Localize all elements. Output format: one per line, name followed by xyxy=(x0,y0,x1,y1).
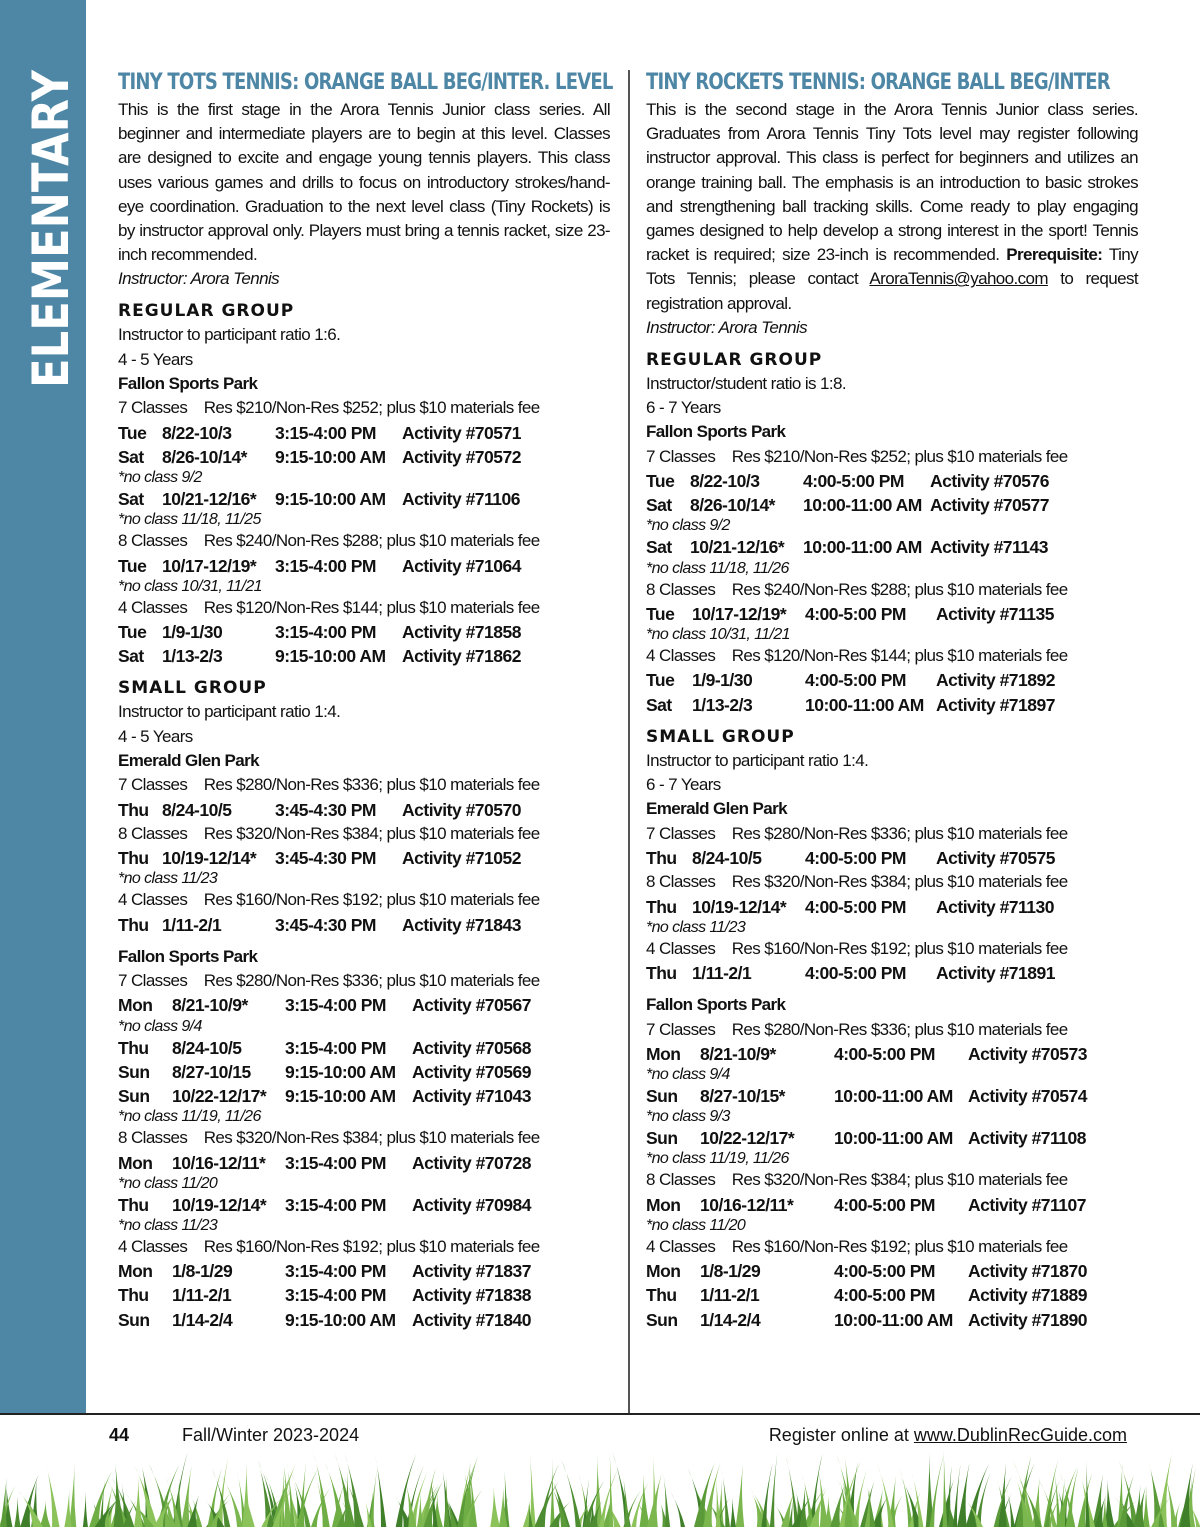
schedule-activity: Activity #71052 xyxy=(402,848,521,869)
schedule-time: 4:00-5:00 PM xyxy=(805,603,906,624)
schedule-activity: Activity #71862 xyxy=(402,646,521,667)
schedule-dates: 1/11-2/1 xyxy=(692,963,752,984)
schedule-time: 10:00-11:00 AM xyxy=(834,1309,953,1330)
schedule-time: 9:15-10:00 AM xyxy=(285,1086,396,1107)
group-ages: 4 - 5 Years xyxy=(118,349,193,369)
schedule-dates: 8/24-10/5 xyxy=(172,1037,242,1058)
pricing-line: 7 Classes Res $210/Non-Res $252; plus $10 materials fee xyxy=(646,446,1068,466)
grass-blade xyxy=(370,1470,377,1527)
pricing-line: 7 Classes Res $280/Non-Res $336; plus $10 materials fee xyxy=(646,1019,1068,1039)
schedule-day: Sun xyxy=(646,1128,678,1149)
grass-blade xyxy=(1056,1467,1077,1527)
schedule-note: *no class 11/23 xyxy=(646,918,746,936)
schedule-dates: 1/9-1/30 xyxy=(162,622,223,643)
schedule-day: Tue xyxy=(118,422,147,443)
schedule-row xyxy=(646,1283,1138,1307)
schedule-dates: 10/19-12/14* xyxy=(692,896,787,917)
schedule-time: 3:15-4:00 PM xyxy=(285,1285,386,1306)
schedule-row xyxy=(118,1084,610,1108)
schedule-note: *no class 11/18, 11/25 xyxy=(118,511,261,529)
right-groups xyxy=(646,349,1138,1332)
schedule-activity: Activity #70574 xyxy=(968,1086,1087,1107)
schedule-time: 4:00-5:00 PM xyxy=(834,1285,935,1306)
pricing-line: 4 Classes Res $120/Non-Res $144; plus $10 materials fee xyxy=(646,646,1068,666)
grass-blade xyxy=(40,1500,51,1527)
right-description xyxy=(646,98,1138,316)
grass-blade xyxy=(1143,1485,1150,1527)
schedule-dates: 1/8-1/29 xyxy=(700,1261,761,1282)
location-name: Fallon Sports Park xyxy=(118,946,258,966)
schedule-note: *no class 11/20 xyxy=(646,1216,746,1234)
pricing-line: 7 Classes Res $280/Non-Res $336; plus $10 materials fee xyxy=(118,775,540,795)
schedule-time: 3:45-4:30 PM xyxy=(275,799,376,820)
schedule-day: Mon xyxy=(646,1261,681,1282)
schedule-activity: Activity #71838 xyxy=(412,1285,531,1306)
schedule-row xyxy=(646,895,1138,919)
schedule-activity: Activity #70576 xyxy=(930,471,1049,492)
location-name: Emerald Glen Park xyxy=(118,751,259,771)
schedule-activity: Activity #70570 xyxy=(402,799,521,820)
pricing-line: 8 Classes Res $320/Non-Res $384; plus $10 materials fee xyxy=(646,1170,1068,1190)
schedule-note: *no class 11/20 xyxy=(118,1174,218,1192)
schedule-time: 4:00-5:00 PM xyxy=(803,471,904,492)
grass-blade xyxy=(14,1495,20,1527)
schedule-time: 9:15-10:00 AM xyxy=(285,1061,396,1082)
schedule-activity: Activity #70572 xyxy=(402,446,521,467)
group-ages: 4 - 5 Years xyxy=(118,726,193,746)
pricing-line: 8 Classes Res $320/Non-Res $384; plus $10 materials fee xyxy=(118,823,540,843)
schedule-row xyxy=(646,535,1138,559)
schedule-day: Thu xyxy=(646,896,677,917)
schedule-activity: Activity #71892 xyxy=(936,670,1055,691)
schedule-day: Mon xyxy=(118,1152,153,1173)
schedule-time: 4:00-5:00 PM xyxy=(805,848,906,869)
schedule-row xyxy=(118,644,610,668)
email-link[interactable]: AroraTennis@yahoo.com xyxy=(869,269,1048,289)
schedule-note: *no class 9/2 xyxy=(646,517,730,535)
schedule-row xyxy=(646,469,1138,493)
schedule-time: 4:00-5:00 PM xyxy=(834,1194,935,1215)
schedule-row xyxy=(118,846,610,870)
grass-blade xyxy=(900,1468,914,1527)
group-heading: SMALL GROUP xyxy=(646,726,795,747)
schedule-day: Sun xyxy=(646,1309,678,1330)
schedule-dates: 8/26-10/14* xyxy=(690,495,775,516)
schedule-time: 3:15-4:00 PM xyxy=(275,622,376,643)
schedule-row xyxy=(118,554,610,578)
schedule-activity: Activity #71870 xyxy=(968,1261,1087,1282)
schedule-day: Sat xyxy=(118,489,144,510)
location-name: Fallon Sports Park xyxy=(118,374,258,394)
schedule-dates: 8/27-10/15* xyxy=(700,1086,785,1107)
schedule-activity: Activity #70575 xyxy=(936,848,1055,869)
schedule-day: Mon xyxy=(646,1043,681,1064)
schedule-row xyxy=(646,1126,1138,1150)
schedule-day: Thu xyxy=(118,1285,149,1306)
schedule-time: 3:45-4:30 PM xyxy=(275,914,376,935)
schedule-activity: Activity #70577 xyxy=(930,495,1049,516)
schedule-dates: 1/13-2/3 xyxy=(162,646,223,667)
schedule-day: Thu xyxy=(646,848,677,869)
schedule-dates: 8/22-10/3 xyxy=(690,471,760,492)
right-description-part2: Tiny Tots Tennis; please contact xyxy=(646,245,1139,289)
schedule-activity: Activity #70728 xyxy=(412,1152,531,1173)
schedule-activity: Activity #71130 xyxy=(936,896,1055,917)
grass-blade xyxy=(770,1453,777,1527)
grass-blade xyxy=(134,1477,143,1527)
group-ages: 6 - 7 Years xyxy=(646,398,721,418)
schedule-dates: 8/24-10/5 xyxy=(692,848,762,869)
grass-blade xyxy=(45,1462,59,1527)
pricing-line: 4 Classes Res $160/Non-Res $192; plus $10 materials fee xyxy=(118,890,540,910)
schedule-note: *no class 9/4 xyxy=(646,1066,730,1084)
schedule-activity: Activity #71837 xyxy=(412,1261,531,1282)
schedule-day: Sat xyxy=(118,646,144,667)
schedule-activity: Activity #71143 xyxy=(930,537,1049,558)
footer-rule xyxy=(0,1413,1200,1415)
grass-blade xyxy=(490,1486,500,1527)
schedule-row xyxy=(646,846,1138,870)
schedule-activity: Activity #71108 xyxy=(968,1128,1087,1149)
schedule-time: 3:15-4:00 PM xyxy=(285,1194,386,1215)
group-ratio: Instructor/student ratio is 1:8. xyxy=(646,373,847,393)
schedule-row xyxy=(118,445,610,469)
schedule-row xyxy=(118,1060,610,1084)
location-name: Fallon Sports Park xyxy=(646,422,786,442)
schedule-dates: 10/22-12/17* xyxy=(700,1128,795,1149)
schedule-dates: 1/14-2/4 xyxy=(700,1309,761,1330)
schedule-row xyxy=(118,993,610,1017)
schedule-activity: Activity #71891 xyxy=(936,963,1055,984)
schedule-activity: Activity #71135 xyxy=(936,603,1055,624)
schedule-time: 10:00-11:00 AM xyxy=(803,495,922,516)
schedule-dates: 10/17-12/19* xyxy=(162,555,257,576)
schedule-time: 10:00-11:00 AM xyxy=(805,694,924,715)
schedule-note: *no class 10/31, 11/21 xyxy=(646,626,790,644)
grass-blade xyxy=(550,1457,555,1527)
grass-blade xyxy=(64,1489,71,1527)
right-column xyxy=(646,68,1138,1332)
group-ages: 6 - 7 Years xyxy=(646,775,721,795)
schedule-day: Thu xyxy=(118,1037,149,1058)
schedule-dates: 1/11-2/1 xyxy=(162,914,222,935)
schedule-day: Sat xyxy=(646,537,672,558)
schedule-row xyxy=(646,1308,1138,1332)
schedule-dates: 1/9-1/30 xyxy=(692,670,753,691)
schedule-row xyxy=(118,798,610,822)
grass-blade xyxy=(957,1462,969,1527)
schedule-time: 4:00-5:00 PM xyxy=(834,1261,935,1282)
schedule-time: 4:00-5:00 PM xyxy=(805,896,906,917)
schedule-note: *no class 9/4 xyxy=(118,1017,202,1035)
grass-blade xyxy=(444,1474,450,1527)
schedule-activity: Activity #71889 xyxy=(968,1285,1087,1306)
right-description-part1: This is the second stage in the Arora Tennis Junior class series. Graduates from Arora Tennis Tiny Tots level may register following instructor approval. This class is perfect for beginners and utilizes an orange training ball. The emphasis is an introduction to basic strokes and strengthening ball tracking skills. Come ready to play engaging games designed to help develop a strong interest in the sport! Tennis racket is required; size 23-inch is recommended. xyxy=(646,100,1138,265)
schedule-note: *no class 11/19, 11/26 xyxy=(118,1108,261,1126)
group-heading: SMALL GROUP xyxy=(118,678,267,699)
schedule-activity: Activity #71890 xyxy=(968,1309,1087,1330)
schedule-time: 10:00-11:00 AM xyxy=(803,537,922,558)
schedule-time: 10:00-11:00 AM xyxy=(834,1086,953,1107)
schedule-day: Mon xyxy=(646,1194,681,1215)
schedule-activity: Activity #70569 xyxy=(412,1061,531,1082)
schedule-time: 9:15-10:00 AM xyxy=(275,646,386,667)
grass-decoration xyxy=(0,1450,1200,1527)
schedule-time: 9:15-10:00 AM xyxy=(275,489,386,510)
schedule-row xyxy=(646,1193,1138,1217)
schedule-dates: 10/16-12/11* xyxy=(700,1194,794,1215)
pricing-line: 7 Classes Res $280/Non-Res $336; plus $10 materials fee xyxy=(118,971,540,991)
schedule-time: 4:00-5:00 PM xyxy=(834,1043,935,1064)
schedule-dates: 8/27-10/15 xyxy=(172,1061,251,1082)
schedule-activity: Activity #70571 xyxy=(402,422,521,443)
schedule-time: 10:00-11:00 AM xyxy=(834,1128,953,1149)
right-instructor: Instructor: Arora Tennis xyxy=(646,317,808,337)
schedule-dates: 10/22-12/17* xyxy=(172,1086,267,1107)
schedule-time: 4:00-5:00 PM xyxy=(805,670,906,691)
right-description-part3: to request registration approval. xyxy=(646,269,1138,313)
register-link[interactable]: www.DublinRecGuide.com xyxy=(913,1425,1127,1445)
schedule-time: 4:00-5:00 PM xyxy=(805,963,906,984)
schedule-time: 3:15-4:00 PM xyxy=(285,995,386,1016)
schedule-note: *no class 11/23 xyxy=(118,1216,218,1234)
schedule-time: 9:15-10:00 AM xyxy=(285,1309,396,1330)
schedule-activity: Activity #71843 xyxy=(402,914,521,935)
schedule-row xyxy=(118,1151,610,1175)
schedule-row xyxy=(118,421,610,445)
schedule-activity: Activity #71858 xyxy=(402,622,521,643)
grass-blade xyxy=(640,1473,650,1527)
grass-blade xyxy=(181,1465,192,1527)
schedule-note: *no class 10/31, 11/21 xyxy=(118,577,262,595)
register-prefix: Register online at xyxy=(768,1425,914,1445)
left-column xyxy=(118,68,613,1332)
pricing-line: 8 Classes Res $240/Non-Res $288; plus $10 materials fee xyxy=(118,531,540,551)
schedule-dates: 10/21-12/16* xyxy=(162,489,257,510)
schedule-activity: Activity #71064 xyxy=(402,555,521,576)
register-text xyxy=(769,1423,1127,1447)
schedule-day: Tue xyxy=(118,622,147,643)
schedule-day: Sun xyxy=(118,1309,150,1330)
pricing-line: 8 Classes Res $320/Non-Res $384; plus $10 materials fee xyxy=(646,872,1068,892)
schedule-note: *no class 11/18, 11/26 xyxy=(646,559,789,577)
schedule-dates: 8/21-10/9* xyxy=(172,995,248,1016)
schedule-row xyxy=(118,487,610,511)
schedule-dates: 8/21-10/9* xyxy=(700,1043,776,1064)
grass-blade xyxy=(83,1490,88,1527)
location-name: Emerald Glen Park xyxy=(646,799,787,819)
schedule-row xyxy=(646,1042,1138,1066)
schedule-row xyxy=(118,1283,610,1307)
grass-blade xyxy=(730,1496,736,1527)
schedule-activity: Activity #70984 xyxy=(412,1194,531,1215)
pricing-line: 7 Classes Res $280/Non-Res $336; plus $10 materials fee xyxy=(646,823,1068,843)
schedule-day: Tue xyxy=(646,471,675,492)
sidebar-label-svg xyxy=(0,0,86,400)
schedule-row xyxy=(118,1193,610,1217)
schedule-dates: 8/22-10/3 xyxy=(162,422,232,443)
schedule-day: Sun xyxy=(646,1086,678,1107)
pricing-line: 4 Classes Res $160/Non-Res $192; plus $10 materials fee xyxy=(118,1236,540,1256)
pricing-line: 8 Classes Res $240/Non-Res $288; plus $10 materials fee xyxy=(646,579,1068,599)
schedule-day: Mon xyxy=(118,1261,153,1282)
schedule-dates: 10/16-12/11* xyxy=(172,1152,266,1173)
left-description: This is the first stage in the Arora Tennis Junior class series. All beginner and intermediate players are to begin at this level. Classes are designed to excite and engage young tennis players. This class uses various games and drills to focus on introductory strokes/hand-eye coordination. Graduation to the next level class (Tiny Rockets) is by instructor approval only. Players must bring a tennis racket, size 23-inch recommended. xyxy=(118,100,610,265)
schedule-day: Tue xyxy=(646,603,675,624)
schedule-note: *no class 11/19, 11/26 xyxy=(646,1150,789,1168)
left-section-title: TINY TOTS TENNIS: ORANGE BALL BEG/INTER. LEVEL xyxy=(118,70,613,95)
schedule-day: Mon xyxy=(118,995,153,1016)
schedule-day: Sat xyxy=(118,446,144,467)
column-divider xyxy=(628,70,630,1413)
left-instructor: Instructor: Arora Tennis xyxy=(118,269,280,289)
schedule-day: Sun xyxy=(118,1086,150,1107)
pricing-line: 4 Classes Res $160/Non-Res $192; plus $10 materials fee xyxy=(646,1236,1068,1256)
schedule-row xyxy=(646,693,1138,717)
schedule-dates: 10/17-12/19* xyxy=(692,603,787,624)
schedule-activity: Activity #70567 xyxy=(412,995,531,1016)
left-groups xyxy=(118,300,610,1331)
schedule-time: 3:15-4:00 PM xyxy=(275,422,376,443)
schedule-row xyxy=(646,668,1138,692)
schedule-row xyxy=(646,493,1138,517)
schedule-row xyxy=(118,1259,610,1283)
season-label: Fall/Winter 2023-2024 xyxy=(182,1425,360,1445)
schedule-activity: Activity #71106 xyxy=(402,489,521,510)
schedule-dates: 1/8-1/29 xyxy=(172,1261,233,1282)
schedule-activity: Activity #71897 xyxy=(936,694,1055,715)
schedule-row xyxy=(646,602,1138,626)
schedule-dates: 10/19-12/14* xyxy=(162,848,257,869)
schedule-activity: Activity #71043 xyxy=(412,1086,531,1107)
schedule-activity: Activity #70573 xyxy=(968,1043,1087,1064)
schedule-dates: 1/11-2/1 xyxy=(700,1285,760,1306)
group-heading: REGULAR GROUP xyxy=(118,301,295,322)
schedule-day: Thu xyxy=(118,848,149,869)
schedule-time: 3:15-4:00 PM xyxy=(285,1037,386,1058)
schedule-dates: 10/19-12/14* xyxy=(172,1194,267,1215)
schedule-dates: 8/24-10/5 xyxy=(162,799,232,820)
schedule-day: Thu xyxy=(118,1194,149,1215)
grass-blade xyxy=(258,1461,274,1527)
group-ratio: Instructor to participant ratio 1:4. xyxy=(118,702,341,722)
schedule-time: 9:15-10:00 AM xyxy=(275,446,386,467)
schedule-day: Sun xyxy=(118,1061,150,1082)
pricing-line: 8 Classes Res $320/Non-Res $384; plus $10 materials fee xyxy=(118,1128,540,1148)
grass-blade xyxy=(930,1454,944,1527)
schedule-day: Sat xyxy=(646,694,672,715)
schedule-activity: Activity #70568 xyxy=(412,1037,531,1058)
grass-blade xyxy=(736,1463,745,1527)
schedule-day: Thu xyxy=(646,963,677,984)
pricing-line: 4 Classes Res $120/Non-Res $144; plus $10 materials fee xyxy=(118,597,540,617)
schedule-time: 3:45-4:30 PM xyxy=(275,848,376,869)
prerequisite-label: Prerequisite: xyxy=(1006,245,1103,265)
schedule-time: 3:15-4:00 PM xyxy=(285,1261,386,1282)
schedule-note: *no class 9/2 xyxy=(118,469,202,487)
group-ratio: Instructor to participant ratio 1:4. xyxy=(646,750,869,770)
schedule-activity: Activity #71107 xyxy=(968,1194,1087,1215)
pricing-line: 7 Classes Res $210/Non-Res $252; plus $10 materials fee xyxy=(118,398,540,418)
sidebar-band xyxy=(0,0,86,1413)
schedule-row xyxy=(646,961,1138,985)
schedule-time: 3:15-4:00 PM xyxy=(275,555,376,576)
schedule-dates: 1/13-2/3 xyxy=(692,694,753,715)
schedule-note: *no class 11/23 xyxy=(118,870,218,888)
group-ratio: Instructor to participant ratio 1:6. xyxy=(118,325,341,345)
schedule-dates: 10/21-12/16* xyxy=(690,537,785,558)
page-number: 44 xyxy=(109,1425,130,1445)
schedule-day: Sat xyxy=(646,495,672,516)
grass-blade xyxy=(781,1492,794,1527)
schedule-day: Thu xyxy=(118,799,149,820)
schedule-day: Thu xyxy=(646,1285,677,1306)
location-name: Fallon Sports Park xyxy=(646,995,786,1015)
schedule-row xyxy=(646,1259,1138,1283)
schedule-dates: 1/14-2/4 xyxy=(172,1309,233,1330)
sidebar-label: ELEMENTARY xyxy=(22,21,80,388)
schedule-dates: 1/11-2/1 xyxy=(172,1285,232,1306)
schedule-time: 3:15-4:00 PM xyxy=(285,1152,386,1173)
group-heading: REGULAR GROUP xyxy=(646,349,823,370)
schedule-day: Tue xyxy=(118,555,147,576)
grass-blade xyxy=(375,1454,386,1527)
schedule-row xyxy=(118,1036,610,1060)
schedule-row xyxy=(118,620,610,644)
right-section-title: TINY ROCKETS TENNIS: ORANGE BALL BEG/INTER xyxy=(646,70,1110,95)
schedule-note: *no class 9/3 xyxy=(646,1108,730,1126)
schedule-activity: Activity #71840 xyxy=(412,1309,531,1330)
schedule-dates: 8/26-10/14* xyxy=(162,446,247,467)
schedule-day: Thu xyxy=(118,914,149,935)
pricing-line: 4 Classes Res $160/Non-Res $192; plus $10 materials fee xyxy=(646,938,1068,958)
schedule-row xyxy=(118,1308,610,1332)
grass-blade xyxy=(671,1492,685,1527)
schedule-day: Tue xyxy=(646,670,675,691)
schedule-row xyxy=(646,1084,1138,1108)
schedule-row xyxy=(118,913,610,937)
